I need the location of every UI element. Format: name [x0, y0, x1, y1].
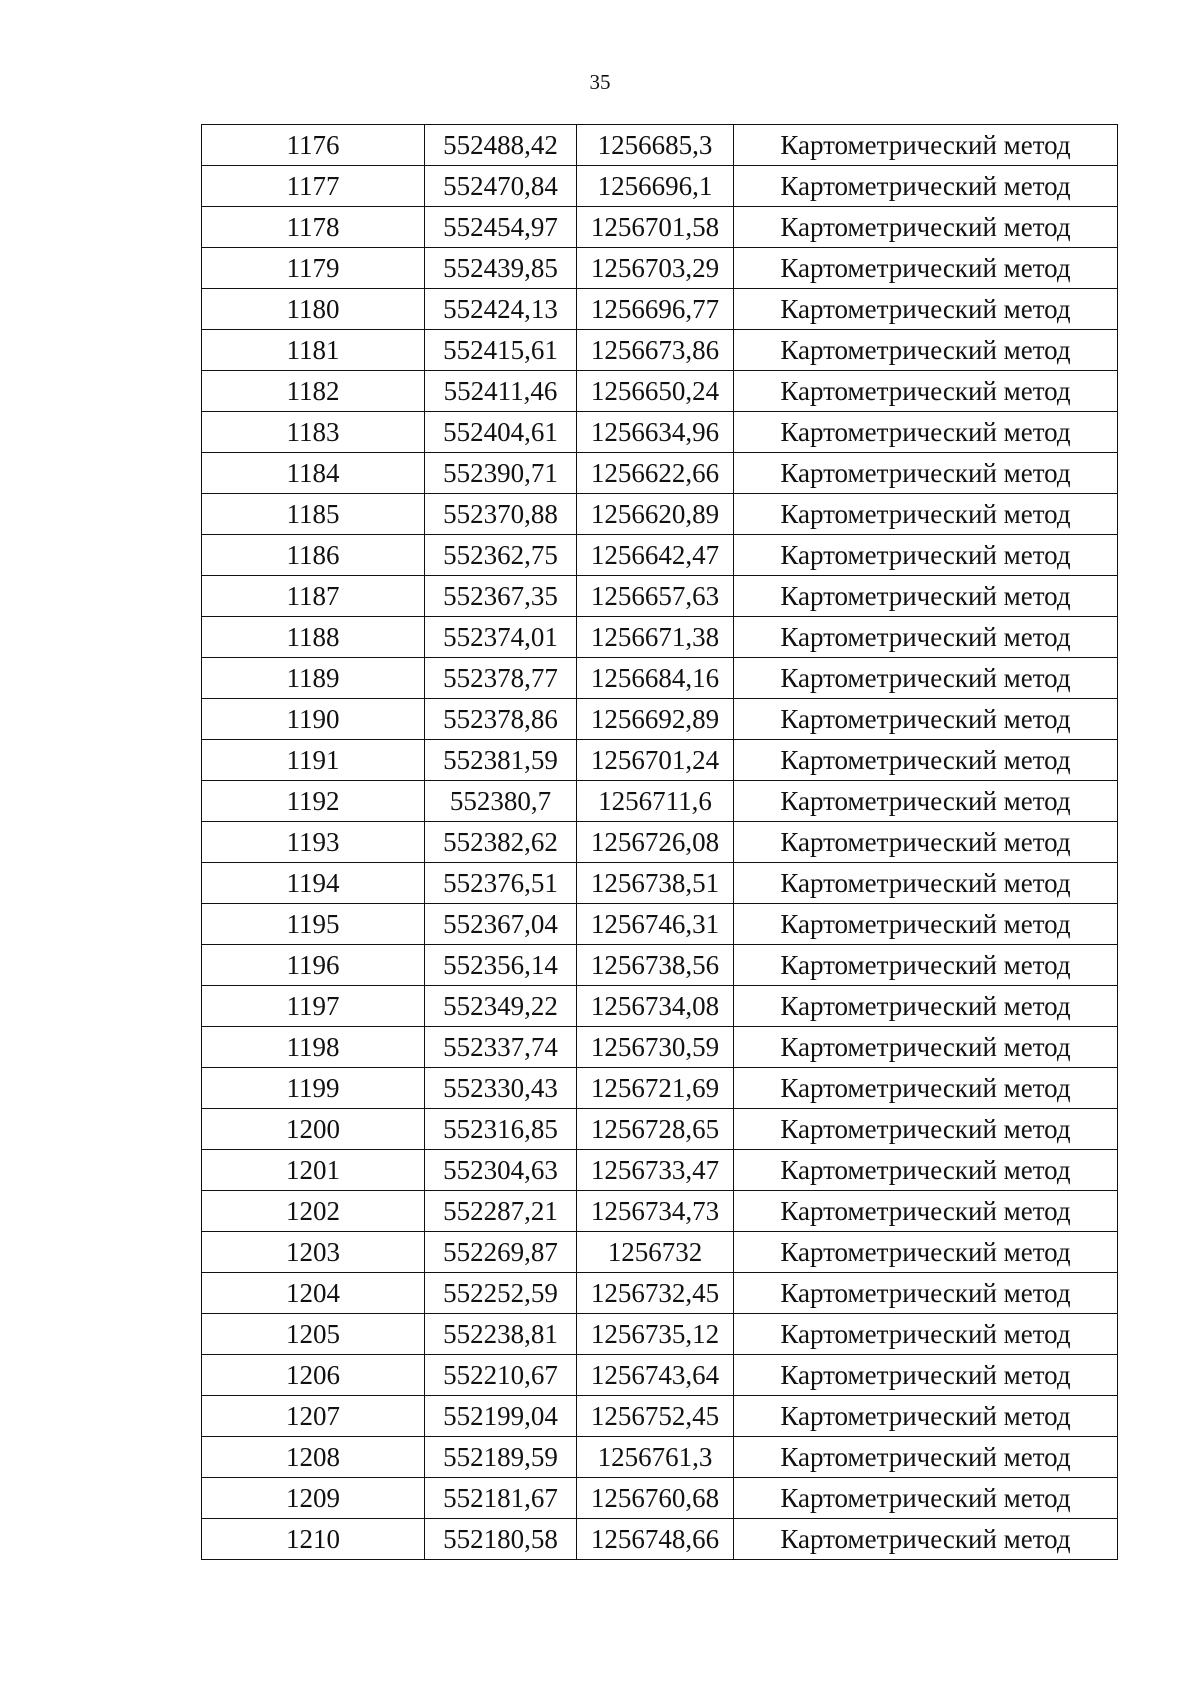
method-cell: Картометрический метод	[734, 1068, 1118, 1109]
point-number-cell: 1185	[202, 494, 425, 535]
x-coordinate-cell: 552390,71	[425, 453, 577, 494]
page-number: 35	[589, 70, 611, 94]
point-number-cell: 1205	[202, 1314, 425, 1355]
method-cell: Картометрический метод	[734, 576, 1118, 617]
y-coordinate-cell: 1256701,24	[577, 740, 734, 781]
y-coordinate-cell: 1256703,29	[577, 248, 734, 289]
table-row	[202, 863, 1118, 904]
x-coordinate-cell: 552181,67	[425, 1478, 577, 1519]
y-coordinate-cell: 1256696,77	[577, 289, 734, 330]
table-row	[202, 1355, 1118, 1396]
table-row	[202, 1478, 1118, 1519]
y-coordinate-cell: 1256701,58	[577, 207, 734, 248]
point-number-cell: 1190	[202, 699, 425, 740]
y-coordinate-cell: 1256728,65	[577, 1109, 734, 1150]
method-cell: Картометрический метод	[734, 1396, 1118, 1437]
method-cell: Картометрический метод	[734, 822, 1118, 863]
table-row	[202, 330, 1118, 371]
method-cell: Картометрический метод	[734, 1519, 1118, 1560]
table-row	[202, 207, 1118, 248]
method-cell: Картометрический метод	[734, 1027, 1118, 1068]
x-coordinate-cell: 552316,85	[425, 1109, 577, 1150]
x-coordinate-cell: 552404,61	[425, 412, 577, 453]
table-row	[202, 1437, 1118, 1478]
point-number-cell: 1196	[202, 945, 425, 986]
point-number-cell: 1201	[202, 1150, 425, 1191]
point-number-cell: 1199	[202, 1068, 425, 1109]
x-coordinate-cell: 552415,61	[425, 330, 577, 371]
point-number-cell: 1189	[202, 658, 425, 699]
table-row	[202, 535, 1118, 576]
method-cell: Картометрический метод	[734, 1150, 1118, 1191]
method-cell: Картометрический метод	[734, 207, 1118, 248]
point-number-cell: 1200	[202, 1109, 425, 1150]
table-row	[202, 658, 1118, 699]
x-coordinate-cell: 552180,58	[425, 1519, 577, 1560]
point-number-cell: 1210	[202, 1519, 425, 1560]
method-cell: Картометрический метод	[734, 740, 1118, 781]
x-coordinate-cell: 552337,74	[425, 1027, 577, 1068]
y-coordinate-cell: 1256634,96	[577, 412, 734, 453]
y-coordinate-cell: 1256733,47	[577, 1150, 734, 1191]
y-coordinate-cell: 1256650,24	[577, 371, 734, 412]
x-coordinate-cell: 552330,43	[425, 1068, 577, 1109]
method-cell: Картометрический метод	[734, 412, 1118, 453]
method-cell: Картометрический метод	[734, 125, 1118, 166]
x-coordinate-cell: 552367,04	[425, 904, 577, 945]
point-number-cell: 1209	[202, 1478, 425, 1519]
y-coordinate-cell: 1256734,73	[577, 1191, 734, 1232]
point-number-cell: 1202	[202, 1191, 425, 1232]
x-coordinate-cell: 552269,87	[425, 1232, 577, 1273]
method-cell: Картометрический метод	[734, 617, 1118, 658]
table-row	[202, 699, 1118, 740]
method-cell: Картометрический метод	[734, 1355, 1118, 1396]
table-row	[202, 166, 1118, 207]
method-cell: Картометрический метод	[734, 945, 1118, 986]
point-number-cell: 1176	[202, 125, 425, 166]
table-row	[202, 125, 1118, 166]
point-number-cell: 1194	[202, 863, 425, 904]
table-row	[202, 1109, 1118, 1150]
y-coordinate-cell: 1256752,45	[577, 1396, 734, 1437]
point-number-cell: 1207	[202, 1396, 425, 1437]
x-coordinate-cell: 552287,21	[425, 1191, 577, 1232]
point-number-cell: 1188	[202, 617, 425, 658]
point-number-cell: 1177	[202, 166, 425, 207]
y-coordinate-cell: 1256746,31	[577, 904, 734, 945]
method-cell: Картометрический метод	[734, 699, 1118, 740]
x-coordinate-cell: 552189,59	[425, 1437, 577, 1478]
y-coordinate-cell: 1256735,12	[577, 1314, 734, 1355]
table-row	[202, 1027, 1118, 1068]
table-row	[202, 945, 1118, 986]
point-number-cell: 1182	[202, 371, 425, 412]
point-number-cell: 1204	[202, 1273, 425, 1314]
y-coordinate-cell: 1256738,51	[577, 863, 734, 904]
x-coordinate-cell: 552411,46	[425, 371, 577, 412]
y-coordinate-cell: 1256734,08	[577, 986, 734, 1027]
y-coordinate-cell: 1256721,69	[577, 1068, 734, 1109]
y-coordinate-cell: 1256726,08	[577, 822, 734, 863]
table-row	[202, 1273, 1118, 1314]
x-coordinate-cell: 552488,42	[425, 125, 577, 166]
y-coordinate-cell: 1256671,38	[577, 617, 734, 658]
y-coordinate-cell: 1256685,3	[577, 125, 734, 166]
x-coordinate-cell: 552439,85	[425, 248, 577, 289]
point-number-cell: 1203	[202, 1232, 425, 1273]
point-number-cell: 1195	[202, 904, 425, 945]
method-cell: Картометрический метод	[734, 1191, 1118, 1232]
x-coordinate-cell: 552362,75	[425, 535, 577, 576]
table-row	[202, 371, 1118, 412]
table-row	[202, 289, 1118, 330]
x-coordinate-cell: 552356,14	[425, 945, 577, 986]
y-coordinate-cell: 1256692,89	[577, 699, 734, 740]
y-coordinate-cell: 1256684,16	[577, 658, 734, 699]
y-coordinate-cell: 1256711,6	[577, 781, 734, 822]
y-coordinate-cell: 1256738,56	[577, 945, 734, 986]
table-row	[202, 617, 1118, 658]
point-number-cell: 1178	[202, 207, 425, 248]
table-row	[202, 248, 1118, 289]
table-row	[202, 822, 1118, 863]
point-number-cell: 1186	[202, 535, 425, 576]
point-number-cell: 1192	[202, 781, 425, 822]
x-coordinate-cell: 552376,51	[425, 863, 577, 904]
table-row	[202, 576, 1118, 617]
table-row	[202, 986, 1118, 1027]
y-coordinate-cell: 1256732,45	[577, 1273, 734, 1314]
point-number-cell: 1191	[202, 740, 425, 781]
y-coordinate-cell: 1256732	[577, 1232, 734, 1273]
x-coordinate-cell: 552374,01	[425, 617, 577, 658]
method-cell: Картометрический метод	[734, 535, 1118, 576]
point-number-cell: 1193	[202, 822, 425, 863]
x-coordinate-cell: 552381,59	[425, 740, 577, 781]
method-cell: Картометрический метод	[734, 330, 1118, 371]
table-row	[202, 453, 1118, 494]
y-coordinate-cell: 1256761,3	[577, 1437, 734, 1478]
x-coordinate-cell: 552367,35	[425, 576, 577, 617]
table-row	[202, 781, 1118, 822]
table-row	[202, 1191, 1118, 1232]
point-number-cell: 1184	[202, 453, 425, 494]
point-number-cell: 1179	[202, 248, 425, 289]
method-cell: Картометрический метод	[734, 166, 1118, 207]
point-number-cell: 1183	[202, 412, 425, 453]
y-coordinate-cell: 1256657,63	[577, 576, 734, 617]
y-coordinate-cell: 1256748,66	[577, 1519, 734, 1560]
x-coordinate-cell: 552380,7	[425, 781, 577, 822]
method-cell: Картометрический метод	[734, 289, 1118, 330]
y-coordinate-cell: 1256620,89	[577, 494, 734, 535]
x-coordinate-cell: 552252,59	[425, 1273, 577, 1314]
table-row	[202, 412, 1118, 453]
x-coordinate-cell: 552370,88	[425, 494, 577, 535]
table-row	[202, 740, 1118, 781]
method-cell: Картометрический метод	[734, 863, 1118, 904]
table-row	[202, 1519, 1118, 1560]
table-row	[202, 1068, 1118, 1109]
point-number-cell: 1198	[202, 1027, 425, 1068]
y-coordinate-cell: 1256622,66	[577, 453, 734, 494]
method-cell: Картометрический метод	[734, 1232, 1118, 1273]
method-cell: Картометрический метод	[734, 658, 1118, 699]
method-cell: Картометрический метод	[734, 1273, 1118, 1314]
method-cell: Картометрический метод	[734, 248, 1118, 289]
method-cell: Картометрический метод	[734, 1314, 1118, 1355]
x-coordinate-cell: 552199,04	[425, 1396, 577, 1437]
method-cell: Картометрический метод	[734, 781, 1118, 822]
method-cell: Картометрический метод	[734, 371, 1118, 412]
x-coordinate-cell: 552424,13	[425, 289, 577, 330]
x-coordinate-cell: 552238,81	[425, 1314, 577, 1355]
coordinates-table	[201, 124, 1118, 1560]
coordinates-table-body	[202, 125, 1118, 1560]
x-coordinate-cell: 552454,97	[425, 207, 577, 248]
x-coordinate-cell: 552378,86	[425, 699, 577, 740]
method-cell: Картометрический метод	[734, 1478, 1118, 1519]
y-coordinate-cell: 1256642,47	[577, 535, 734, 576]
x-coordinate-cell: 552382,62	[425, 822, 577, 863]
table-row	[202, 1396, 1118, 1437]
point-number-cell: 1181	[202, 330, 425, 371]
y-coordinate-cell: 1256760,68	[577, 1478, 734, 1519]
table-row	[202, 1314, 1118, 1355]
table-row	[202, 904, 1118, 945]
method-cell: Картометрический метод	[734, 1437, 1118, 1478]
point-number-cell: 1187	[202, 576, 425, 617]
x-coordinate-cell: 552378,77	[425, 658, 577, 699]
point-number-cell: 1206	[202, 1355, 425, 1396]
table-row	[202, 1150, 1118, 1191]
y-coordinate-cell: 1256743,64	[577, 1355, 734, 1396]
table-row	[202, 494, 1118, 535]
method-cell: Картометрический метод	[734, 453, 1118, 494]
y-coordinate-cell: 1256696,1	[577, 166, 734, 207]
method-cell: Картометрический метод	[734, 494, 1118, 535]
method-cell: Картометрический метод	[734, 904, 1118, 945]
y-coordinate-cell: 1256673,86	[577, 330, 734, 371]
method-cell: Картометрический метод	[734, 1109, 1118, 1150]
x-coordinate-cell: 552304,63	[425, 1150, 577, 1191]
point-number-cell: 1208	[202, 1437, 425, 1478]
point-number-cell: 1180	[202, 289, 425, 330]
table-row	[202, 1232, 1118, 1273]
method-cell: Картометрический метод	[734, 986, 1118, 1027]
x-coordinate-cell: 552349,22	[425, 986, 577, 1027]
y-coordinate-cell: 1256730,59	[577, 1027, 734, 1068]
x-coordinate-cell: 552470,84	[425, 166, 577, 207]
point-number-cell: 1197	[202, 986, 425, 1027]
x-coordinate-cell: 552210,67	[425, 1355, 577, 1396]
